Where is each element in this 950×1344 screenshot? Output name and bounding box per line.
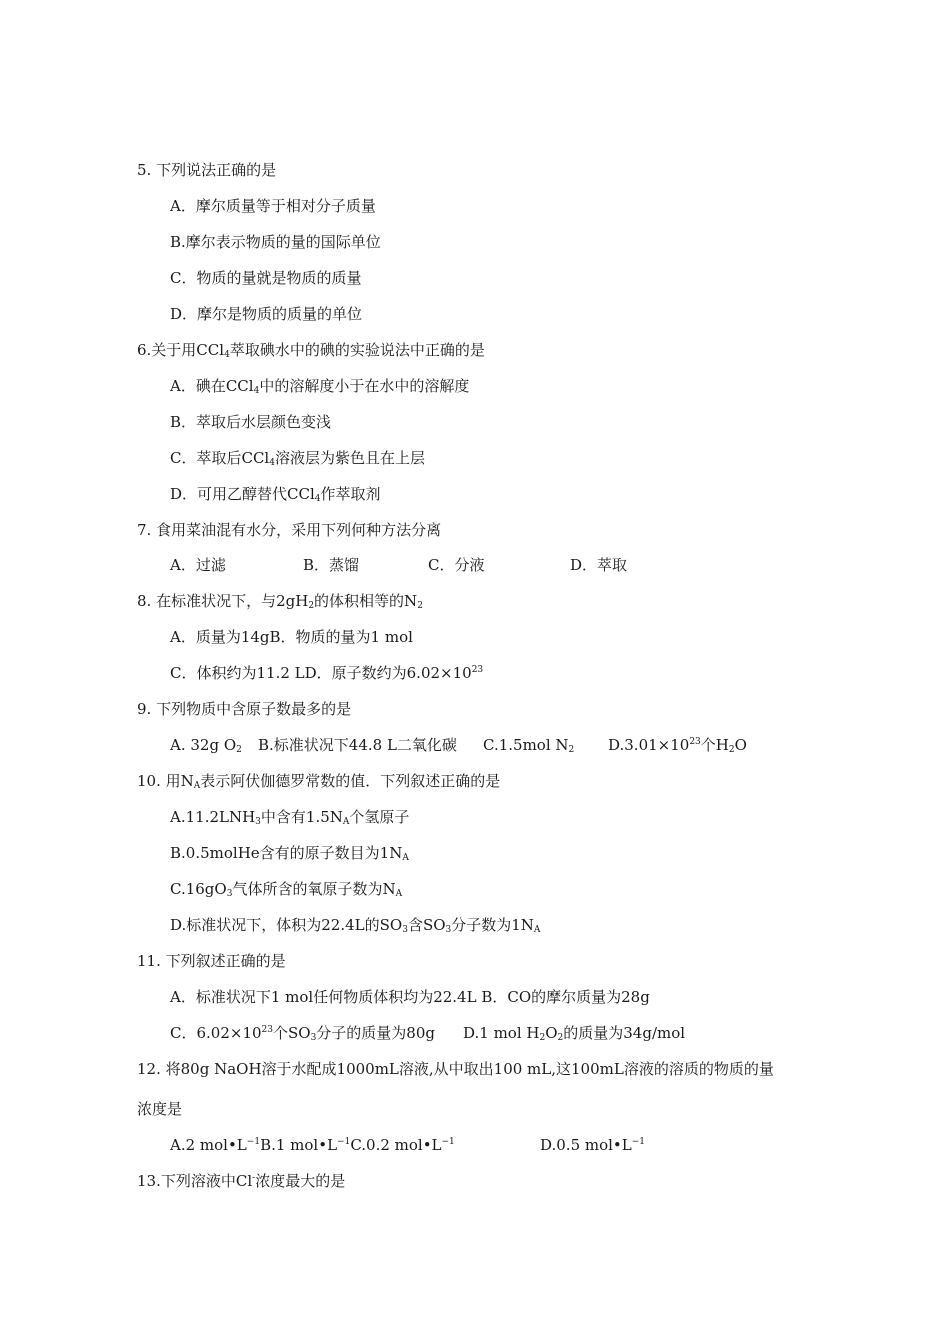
option-a: A.2 mol•L: [170, 1136, 247, 1154]
question-9-stem-text: 9. 下列物质中含原子数最多的是: [137, 700, 352, 718]
subscript: 4: [314, 494, 321, 504]
text-part: 个H: [700, 736, 729, 754]
text-part: B.0.5molHe含有的原子数目为1N: [170, 844, 403, 862]
superscript: 23: [261, 1025, 273, 1035]
question-6-option-d: [0, 482, 950, 506]
text-part: 含SO: [407, 916, 446, 934]
option-text: A．摩尔质量等于相对分子质量: [170, 197, 376, 215]
option-a: [170, 733, 242, 757]
question-12-options: [0, 1133, 950, 1157]
option-text: C．物质的量就是物质的质量: [170, 269, 362, 287]
text-part: D.0.5 mol•L: [540, 1136, 632, 1154]
option-text: B．萃取后水层颜色变浅: [170, 413, 332, 431]
question-6-option-c: [0, 446, 950, 470]
question-10-option-a: [0, 805, 950, 829]
text-part: C．体积约为11.2 LD．原子数约为6.02×10: [170, 664, 472, 682]
question-10-stem-text: [137, 769, 500, 793]
option-text: [170, 877, 402, 901]
superscript: 23: [689, 737, 701, 747]
subscript: 3: [445, 925, 452, 935]
subscript: 3: [255, 817, 261, 827]
option-text: [170, 661, 483, 685]
question-13-stem-text: [137, 1169, 345, 1193]
question-12-stem: [0, 1057, 950, 1081]
superscript: −1: [337, 1137, 351, 1147]
option-abc: [170, 1133, 455, 1157]
option-text: A．质量为14gB．物质的量为1 mol: [170, 628, 413, 646]
question-7-options: [0, 553, 950, 577]
text-part: A．碘在CCl: [170, 377, 254, 395]
subscript: A: [395, 889, 403, 899]
text-part: 的质量为34g/mol: [563, 1024, 686, 1042]
question-8-stem-text: [137, 589, 423, 613]
stem-part: 13.下列溶液中Cl: [137, 1172, 253, 1190]
subscript: A: [193, 781, 201, 791]
question-11-options-ab: [0, 985, 950, 1009]
text-part: O: [545, 1024, 558, 1042]
stem-part: 的体积相等的N: [314, 592, 418, 610]
question-7-stem: [0, 518, 950, 542]
option-text: [170, 446, 425, 470]
question-13-stem: [0, 1169, 950, 1193]
subscript: 4: [224, 350, 230, 360]
subscript: 3: [310, 1033, 317, 1043]
text-part: 分子数为1N: [451, 916, 534, 934]
text-part: D．可用乙醇替代CCl: [170, 485, 315, 503]
option-b: B.标准状况下44.8 L二氧化碳: [258, 736, 457, 754]
question-11-stem-text: 11. 下列叙述正确的是: [137, 952, 286, 970]
question-8-options-cd: [0, 661, 950, 685]
superscript: −1: [631, 1137, 646, 1147]
superscript: −1: [246, 1137, 261, 1147]
option-c: C.0.2 mol•L: [350, 1136, 442, 1154]
question-10-option-d: [0, 913, 950, 937]
subscript: 2: [308, 601, 315, 611]
question-8-options-ab: [0, 625, 950, 649]
stem-part: 6.关于用CCl: [137, 341, 225, 359]
subscript: 2: [236, 745, 242, 755]
question-5-stem: [0, 158, 950, 182]
stem-part: 10. 用N: [137, 772, 194, 790]
option-text: B.摩尔表示物质的量的国际单位: [170, 233, 381, 251]
subscript: 4: [269, 458, 275, 468]
question-5-option-b: [0, 230, 950, 254]
option-text: [170, 805, 409, 829]
subscript: 2: [417, 601, 423, 611]
question-8-stem: [0, 589, 950, 613]
question-10-option-c: [0, 877, 950, 901]
option-text: A．标准状况下1 mol任何物质体积均为22.4L B．CO的摩尔质量为28g: [170, 988, 650, 1006]
text-part: D.1 mol H: [463, 1024, 540, 1042]
text-part: 分子的质量为80g: [316, 1024, 435, 1042]
text-part: A. 32g O: [170, 736, 237, 754]
superscript: -: [252, 1173, 256, 1183]
option-text: [170, 374, 469, 398]
option-text: [170, 482, 381, 506]
subscript: 2: [728, 745, 735, 755]
subscript: 3: [226, 889, 233, 899]
question-12-stem-text-2: 浓度是: [137, 1100, 183, 1118]
question-9-stem: [0, 697, 950, 721]
question-5-stem-text: 5. 下列说法正确的是: [137, 161, 277, 179]
subscript: A: [402, 853, 409, 863]
stem-part: 8. 在标准状况下，与2gH: [137, 592, 309, 610]
option-b: B.1 mol•L: [260, 1136, 338, 1154]
option-d: D．萃取: [570, 556, 628, 574]
text-part: C.16gO: [170, 880, 227, 898]
question-11-options-cd: [0, 1021, 950, 1045]
text-part: 个SO: [272, 1024, 311, 1042]
superscript: −1: [441, 1137, 455, 1147]
option-text: [170, 913, 540, 937]
text-part: C．萃取后CCl: [170, 449, 270, 467]
text-part: 气体所含的氧原子数为N: [232, 880, 396, 898]
option-d: [608, 733, 747, 757]
question-5-option-d: [0, 302, 950, 326]
text-part: C.1.5mol N: [483, 736, 569, 754]
question-6-stem: [0, 338, 950, 362]
stem-part: 浓度最大的是: [255, 1172, 346, 1190]
option-c: [483, 733, 574, 757]
stem-part: 萃取碘水中的碘的实验说法中正确的是: [229, 341, 485, 359]
text-part: 中的溶解度小于在水中的溶解度: [259, 377, 470, 395]
subscript: A: [533, 925, 541, 935]
subscript: 2: [557, 1033, 564, 1043]
text-part: O: [734, 736, 747, 754]
stem-part: 表示阿伏伽德罗常数的值．下列叙述正确的是: [200, 772, 501, 790]
text-part: A.11.2LNH: [170, 808, 256, 826]
question-7-stem-text: 7. 食用菜油混有水分，采用下列何种方法分离: [137, 521, 442, 539]
question-9-options: [0, 733, 950, 757]
text-part: 个氢原子: [349, 808, 410, 826]
question-5-option-c: [0, 266, 950, 290]
question-10-option-b: [0, 841, 950, 865]
text-part: 作萃取剂: [320, 485, 381, 503]
superscript: 23: [471, 665, 484, 675]
text-part: 溶液层为紫色且在上层: [274, 449, 425, 467]
subscript: 2: [539, 1033, 546, 1043]
subscript: 4: [253, 386, 260, 396]
question-12-stem-text: 12. 将80g NaOH溶于水配成1000mL溶液,从中取出100 mL,这100mL溶液的溶质的物质的量: [137, 1060, 774, 1078]
question-5-option-a: [0, 194, 950, 218]
subscript: 3: [402, 925, 408, 935]
question-11-stem: [0, 949, 950, 973]
question-6-stem-text: [137, 338, 485, 362]
text-part: C．6.02×10: [170, 1024, 262, 1042]
option-b: B．蒸馏: [303, 556, 360, 574]
subscript: 2: [568, 745, 575, 755]
subscript: A: [342, 817, 350, 827]
text-part: D.标准状况下，体积为22.4L的SO: [170, 916, 403, 934]
question-6-option-b: [0, 410, 950, 434]
option-d: [463, 1021, 685, 1045]
option-c: [170, 1021, 435, 1045]
text-part: D.3.01×10: [608, 736, 690, 754]
option-a: A．过滤: [170, 556, 226, 574]
question-6-option-a: [0, 374, 950, 398]
option-d: [540, 1133, 645, 1157]
question-10-stem: [0, 769, 950, 793]
option-text: [170, 841, 409, 865]
option-c: C．分液: [428, 556, 485, 574]
question-12-stem-continued: [0, 1097, 950, 1121]
text-part: 中含有1.5N: [260, 808, 343, 826]
option-text: D．摩尔是物质的质量的单位: [170, 305, 363, 323]
